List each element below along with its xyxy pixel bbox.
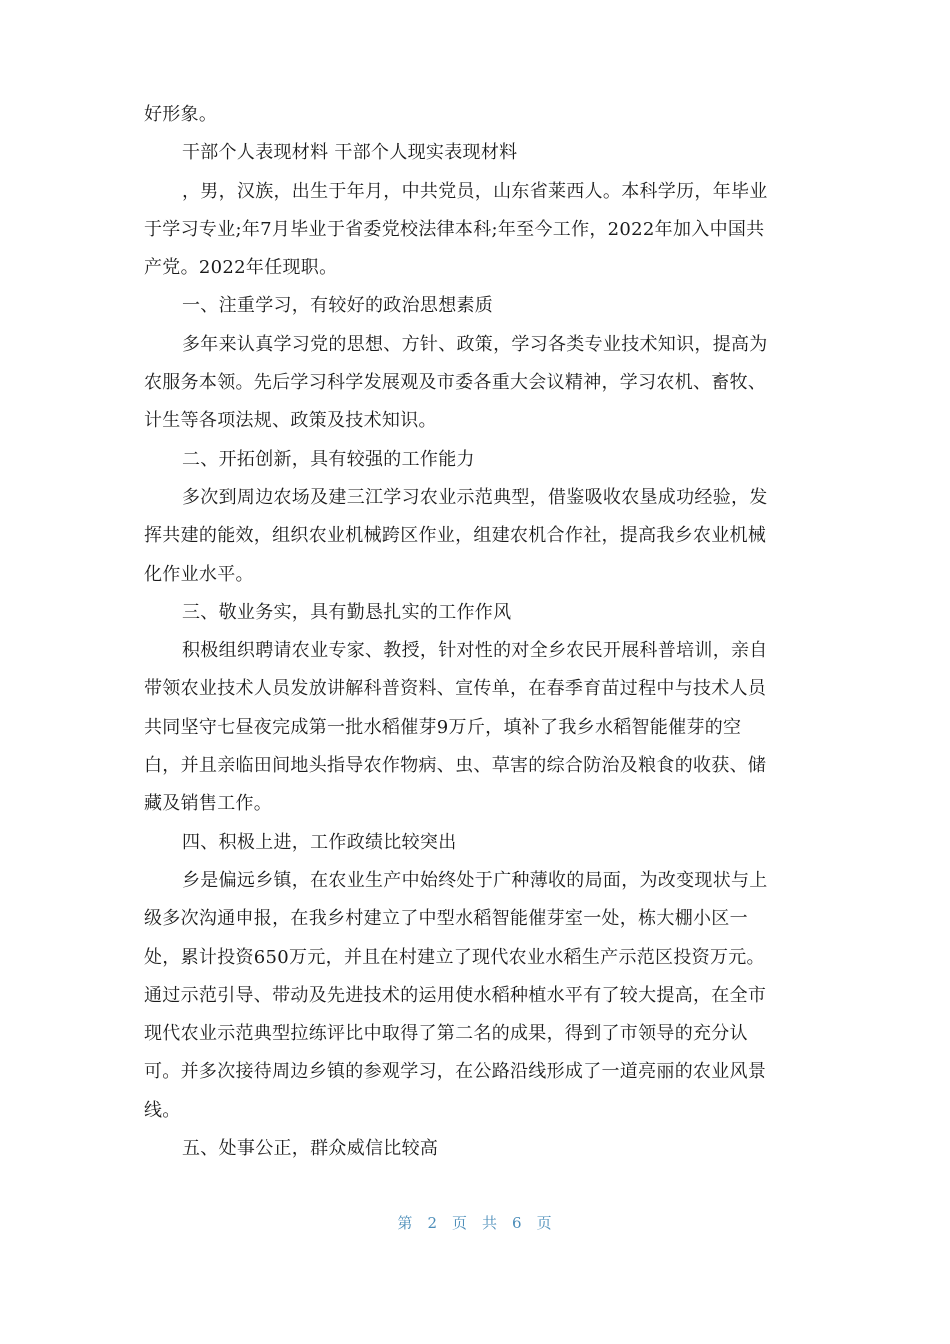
text-line: 干部个人表现材料 干部个人现实表现材料: [182, 142, 518, 164]
text-line: 现代农业示范典型拉练评比中取得了第二名的成果，得到了市领导的充分认: [144, 1023, 748, 1045]
text-line: 积极组织聘请农业专家、教授，针对性的对全乡农民开展科普培训，亲自: [182, 640, 768, 662]
text-line: 挥共建的能效，组织农业机械跨区作业，组建农机合作社，提高我乡农业机械: [144, 525, 767, 547]
footer-total-pages: 6: [512, 1214, 523, 1232]
footer-label-ye: 页: [451, 1214, 468, 1232]
text-line: 通过示范引导、带动及先进技术的运用使水稻种植水平有了较大提高，在全市: [144, 984, 767, 1006]
text-line: 多年来认真学习党的思想、方针、政策，学习各类专业技术知识，提高为: [182, 333, 768, 355]
document-body: [144, 96, 806, 1168]
text-line: 多次到周边农场及建三江学习农业示范典型，借鉴吸收农垦成功经验，发: [182, 486, 768, 508]
text-line: 三、敬业务实，具有勤恳扎实的工作作风: [182, 601, 512, 623]
page-footer: [0, 1212, 950, 1233]
text-line: 四、积极上进，工作政绩比较突出: [182, 831, 457, 853]
text-line: 乡是偏远乡镇，在农业生产中始终处于广种薄收的局面，为改变现状与上: [182, 869, 768, 891]
text-line: 处，累计投资650万元，并且在村建立了现代农业水稻生产示范区投资万元。: [144, 946, 765, 968]
text-line: 好形象。: [144, 104, 218, 125]
text-line: 一、注重学习，有较好的政治思想素质: [182, 295, 494, 317]
text-line: 二、开拓创新，具有较强的工作能力: [182, 448, 475, 470]
text-line: 线。: [144, 1099, 181, 1121]
text-line: ，男，汉族，出生于年月，中共党员，山东省莱西人。本科学历，年毕业: [182, 180, 768, 202]
text-line: 计生等各项法规、政策及技术知识。: [144, 410, 437, 432]
text-line: 带领农业技术人员发放讲解科普资料、宣传单，在春季育苗过程中与技术人员: [144, 678, 767, 700]
text-line: 于学习专业;年7月毕业于省委党校法律本科;年至今工作，2022年加入中国共: [144, 218, 765, 240]
footer-label-ye-2: 页: [536, 1214, 553, 1232]
text-line: 级多次沟通申报，在我乡村建立了中型水稻智能催芽室一处，栋大棚小区一: [144, 908, 748, 930]
text-line: 农服务本领。先后学习科学发展观及市委各重大会议精神，学习农机、畜牧、: [144, 372, 767, 394]
text-line: 五、处事公正，群众威信比较高: [182, 1138, 439, 1160]
footer-label-di: 第: [397, 1214, 414, 1232]
text-line: 化作业水平。: [144, 563, 254, 585]
text-line: 藏及销售工作。: [144, 793, 273, 815]
text-line: 可。并多次接待周边乡镇的参观学习，在公路沿线形成了一道亮丽的农业风景: [144, 1061, 767, 1083]
footer-page-number: 2: [427, 1214, 438, 1232]
footer-label-gong: 共: [482, 1214, 499, 1232]
text-line: 白，并且亲临田间地头指导农作物病、虫、草害的综合防治及粮食的收获、储: [144, 755, 767, 777]
text-line: 产党。2022年任现职。: [144, 257, 338, 279]
text-line: 共同坚守七昼夜完成第一批水稻催芽9万斤，填补了我乡水稻智能催芽的空: [144, 716, 742, 738]
